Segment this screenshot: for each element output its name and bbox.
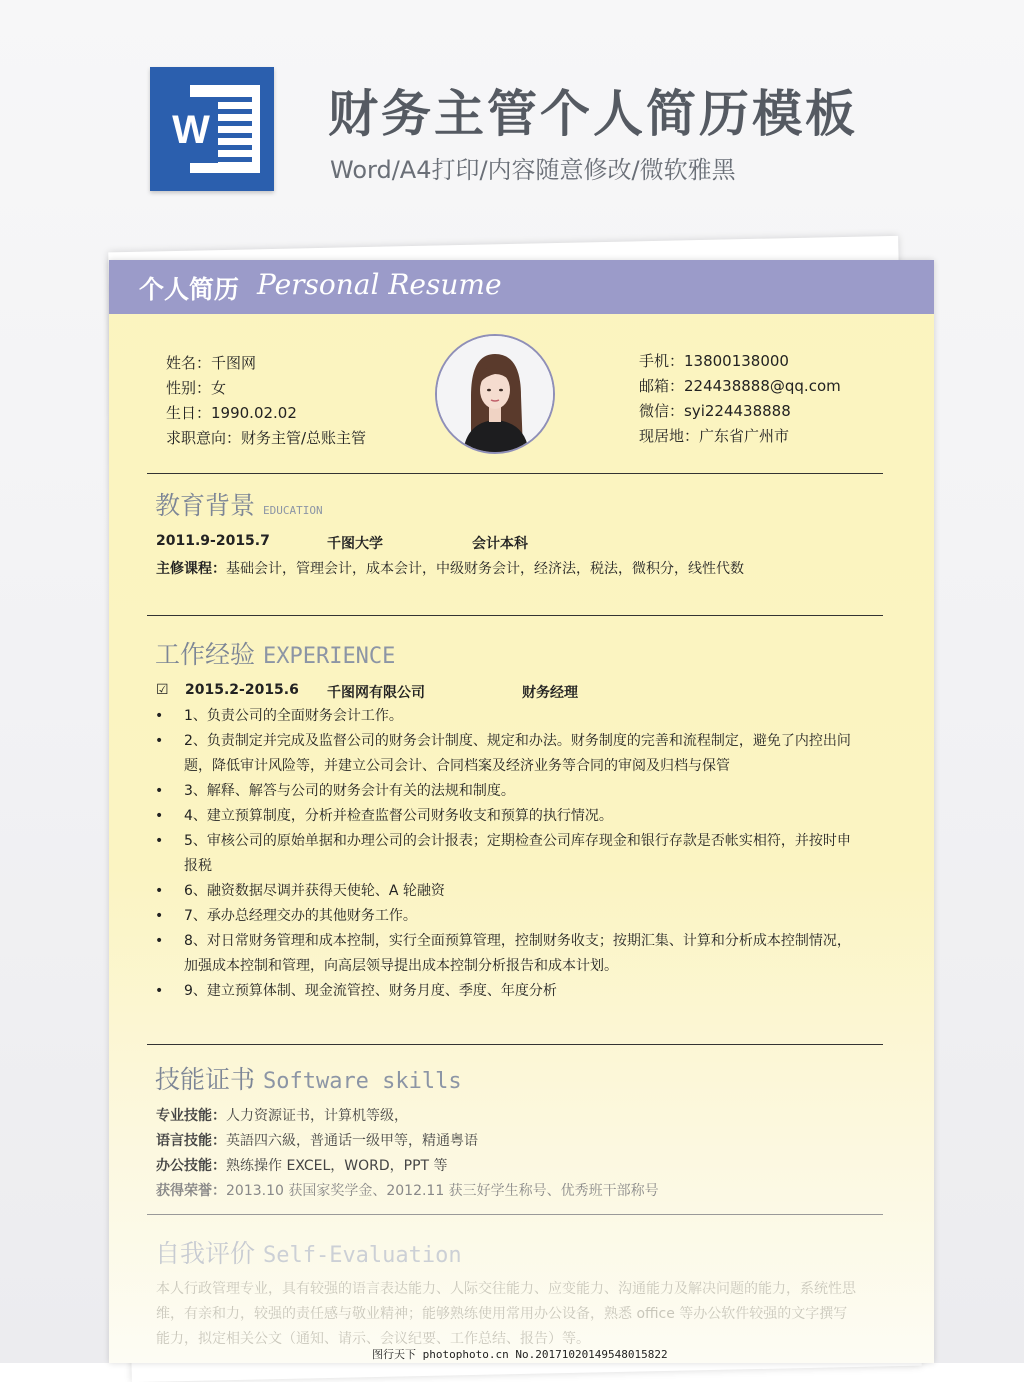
skill-row [156,1130,478,1150]
personal-info-right [639,349,841,449]
info-email: 邮箱：224438888@qq.com [639,377,841,395]
info-birthday: 生日：1990.02.02 [166,404,297,422]
profile-photo [435,334,555,454]
duty-text: 4、建立预算制度，分析并检查监督公司财务收支和预算的执行情况。 [184,808,613,824]
duty-text: 6、融资数据尽调并获得天使轮、A 轮融资 [184,883,445,899]
word-icon-letter: W [164,97,218,163]
list-item [155,729,855,779]
watermark: 图行天下 photophoto.cn No.20171020149548015822 [372,1348,668,1361]
divider [147,615,883,616]
education-school: 千图大学 [327,536,383,552]
skill-row [156,1180,659,1200]
duty-text: 9、建立预算体制、现金流管控、财务月度、季度、年度分析 [184,983,557,999]
page-title: 财务主管个人简历模板 [328,85,858,143]
experience-duties-list [155,704,855,1004]
skill-row [156,1105,408,1125]
courses-value: 基础会计，管理会计，成本会计，中级财务会计，经济法，税法，微积分，线性代数 [226,561,744,577]
skill-label: 办公技能： [156,1158,226,1174]
experience-period: 2015.2-2015.6 [185,682,299,698]
duty-text: 2、负责制定并完成及监督公司的财务会计制度、规定和办法。财务制度的完善和流程制定，避免了内控出问题，降低审计风险等，并建立公司会计、合同档案及经济业务等合同的审阅及归档与保管 [184,733,851,774]
skills-title-en: Software skills [262,1069,462,1094]
bullet-icon: • [155,783,164,799]
bullet-icon: • [155,908,164,924]
self-eval-text: 本人行政管理专业，具有较强的语言表达能力、人际交往能力、应变能力、沟通能力及解决问题的能力，系统性思维，有亲和力，较强的责任感与敬业精神；能够熟练使用常用办公设备，熟悉 office 等办公软件较强的文字撰写能力，拟定相关公文（通知、请示、会议纪要、工作总结、报告）等。 [156,1281,856,1347]
duty-text: 5、审核公司的原始单据和办理公司的会计报表；定期检查公司库存现金和银行存款是否帐实相符，并按时申报税 [184,833,851,874]
education-title: 教育背景 [155,491,256,520]
page-subtitle: Word/A4打印/内容随意修改/微软雅黑 [330,156,736,184]
personal-info-left [166,351,366,451]
info-wechat: 微信：syi224438888 [639,402,791,420]
skill-label: 获得荣誉： [156,1183,226,1199]
info-job-intention: 求职意向：财务主管/总账主管 [166,429,367,447]
experience-title-en: EXPERIENCE [262,644,396,669]
education-period: 2011.9-2015.7 [156,533,270,549]
duty-text: 1、负责公司的全面财务会计工作。 [184,708,403,724]
list-item [155,779,855,804]
skill-label: 专业技能： [156,1108,226,1124]
list-item [155,879,855,904]
skill-value: 人力资源证书，计算机等级， [226,1108,408,1124]
skill-row [156,1155,448,1175]
banner-title-en: Personal Resume [257,268,502,301]
divider [147,1214,883,1215]
resume-banner [109,260,934,314]
education-degree: 会计本科 [472,536,528,552]
resume-paper [109,260,934,1363]
bullet-icon: • [155,883,164,899]
info-phone: 手机：13800138000 [639,352,789,370]
list-item [155,929,855,979]
courses-label: 主修课程： [156,561,226,577]
self-eval-title-en: Self-Evaluation [262,1243,462,1268]
list-item [155,804,855,829]
experience-heading [155,635,395,671]
education-courses [156,558,744,578]
skill-value: 熟练操作 EXCEL，WORD，PPT 等 [226,1158,448,1174]
education-title-en: EDUCATION [262,504,323,517]
list-item [155,904,855,929]
skills-heading [155,1060,462,1096]
skill-label: 语言技能： [156,1133,226,1149]
skill-value: 2013.10 获国家奖学金、2012.11 获三好学生称号、优秀班干部称号 [226,1183,659,1199]
info-gender: 性别：女 [166,379,227,397]
divider [147,1044,883,1045]
bullet-icon: • [155,833,164,849]
self-eval-heading [155,1234,462,1270]
education-heading [155,486,323,522]
word-document-icon [150,67,274,191]
experience-title: 工作经验 [155,640,256,669]
bullet-icon: • [155,933,164,949]
experience-check-icon: ☑ [156,682,169,698]
list-item [155,829,855,879]
banner-title-cn: 个人简历 [139,275,240,304]
info-name: 姓名：千图网 [166,354,257,372]
bullet-icon: • [155,708,164,724]
list-item [155,704,855,729]
experience-company: 千图网有限公司 [327,685,425,701]
person-photo-icon [437,336,553,452]
skills-title: 技能证书 [155,1065,256,1094]
list-item [155,979,855,1004]
info-location: 现居地：广东省广州市 [639,427,790,445]
bullet-icon: • [155,733,164,749]
duty-text: 3、解释、解答与公司的财务会计有关的法规和制度。 [184,783,515,799]
bullet-icon: • [155,808,164,824]
self-eval-title: 自我评价 [155,1239,256,1268]
duty-text: 8、对日常财务管理和成本控制，实行全面预算管理，控制财务收支；按期汇集、计算和分析成本控制情况，加强成本控制和管理，向高层领导提出成本控制分析报告和成本计划。 [184,933,851,974]
divider [147,473,883,474]
duty-text: 7、承办总经理交办的其他财务工作。 [184,908,417,924]
bullet-icon: • [155,983,164,999]
skill-value: 英語四六級，普通话一级甲等，精通粤语 [226,1133,478,1149]
experience-position: 财务经理 [522,685,578,701]
